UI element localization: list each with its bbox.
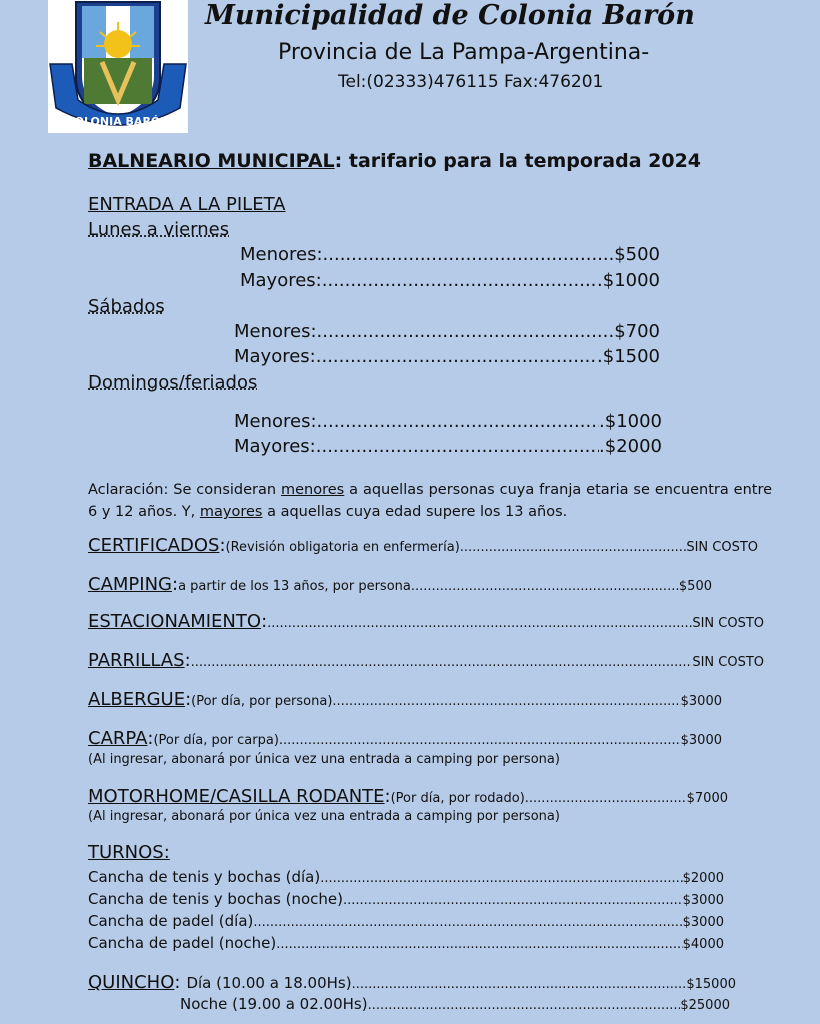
price-row [240, 270, 660, 291]
service-row-certificados: CERTIFICADOS : (Revisión obligatoria en enfermería) ..... SIN COSTO [88, 535, 758, 556]
price-row-label: Mayores: [234, 436, 316, 457]
svg-text:COLONIA BARÓN: COLONIA BARÓN [66, 115, 170, 128]
turno-row: Cancha de tenis y bochas (noche) ..... $3000 [88, 890, 724, 908]
page-title [88, 150, 701, 172]
quincho-row-day: QUINCHO : Día (10.00 a 18.00Hs) ..... $15000 [88, 972, 736, 993]
title-rest: : tarifario para la temporada 2024 [334, 150, 702, 172]
service-row-carpa: CARPA : (Por día, por carpa) ..... $3000 [88, 728, 722, 749]
title-underlined: BALNEARIO MUNICIPAL [88, 150, 335, 172]
price-row-value: .$1500 [597, 346, 660, 367]
price-row-label: Mayores: [240, 270, 322, 291]
service-row-albergue: ALBERGUE : (Por día, por persona) ..... $3000 [88, 689, 722, 710]
contact-line: Tel:(02333)476115 Fax:476201 [338, 72, 604, 92]
price-row-label: Menores: [234, 321, 317, 342]
motorhome-note: (Al ingresar, abonará por única vez una entrada a camping por persona) [88, 809, 560, 824]
price-row-label: Menores: [234, 411, 317, 432]
group-label-sunday: Domingos/feriados [88, 372, 258, 393]
turno-row: Cancha de padel (noche) ..... $4000 [88, 934, 724, 952]
quincho-row-night: Noche (19.00 a 02.00Hs) ..... $25000 [180, 995, 730, 1013]
group-label-saturday: Sábados [88, 296, 165, 317]
service-row-camping: CAMPING : a partir de los 13 años, por persona ..... $500 [88, 574, 712, 595]
price-row-label: Menores: [240, 244, 323, 265]
price-row-value: .$700 [608, 321, 660, 342]
service-row-parrillas: PARRILLAS : ..... SIN COSTO [88, 650, 764, 671]
price-row-value: .$1000 [597, 270, 660, 291]
carpa-note: (Al ingresar, abonará por única vez una entrada a camping por persona) [88, 752, 560, 767]
price-row [234, 346, 660, 367]
turno-row: Cancha de tenis y bochas (día) ..... $2000 [88, 868, 724, 886]
turno-row: Cancha de padel (día) ..... $3000 [88, 912, 724, 930]
price-row [240, 244, 660, 265]
turnos-heading: TURNOS: [88, 842, 170, 863]
province-line: Provincia de La Pampa-Argentina- [278, 40, 650, 65]
price-row-value: .$2000 [599, 436, 662, 457]
service-row-motorhome: MOTORHOME/CASILLA RODANTE : (Por día, por rodado) ..... $7000 [88, 786, 728, 807]
colonia-baron-crest-icon [48, 0, 188, 133]
clarification-paragraph: Aclaración: Se consideran menores a aquellas personas cuya franja etaria se encuentra entre 6 y 12 años. Y, mayores a aquellas cuya edad supere los 13 años. [88, 482, 773, 520]
entrada-heading: ENTRADA A LA PILETA [88, 194, 286, 215]
price-row-label: Mayores: [234, 346, 316, 367]
price-row [234, 411, 662, 432]
price-row [234, 436, 662, 457]
price-row-value: .$1000 [599, 411, 662, 432]
municipality-name: Municipalidad de Colonia Barón [205, 0, 695, 31]
municipal-logo [48, 0, 188, 133]
group-label-weekdays: Lunes a viernes [88, 219, 230, 240]
service-row-estacionamiento: ESTACIONAMIENTO : ..... SIN COSTO [88, 611, 764, 632]
price-row-value: $500 [614, 244, 660, 265]
price-row [234, 321, 660, 342]
